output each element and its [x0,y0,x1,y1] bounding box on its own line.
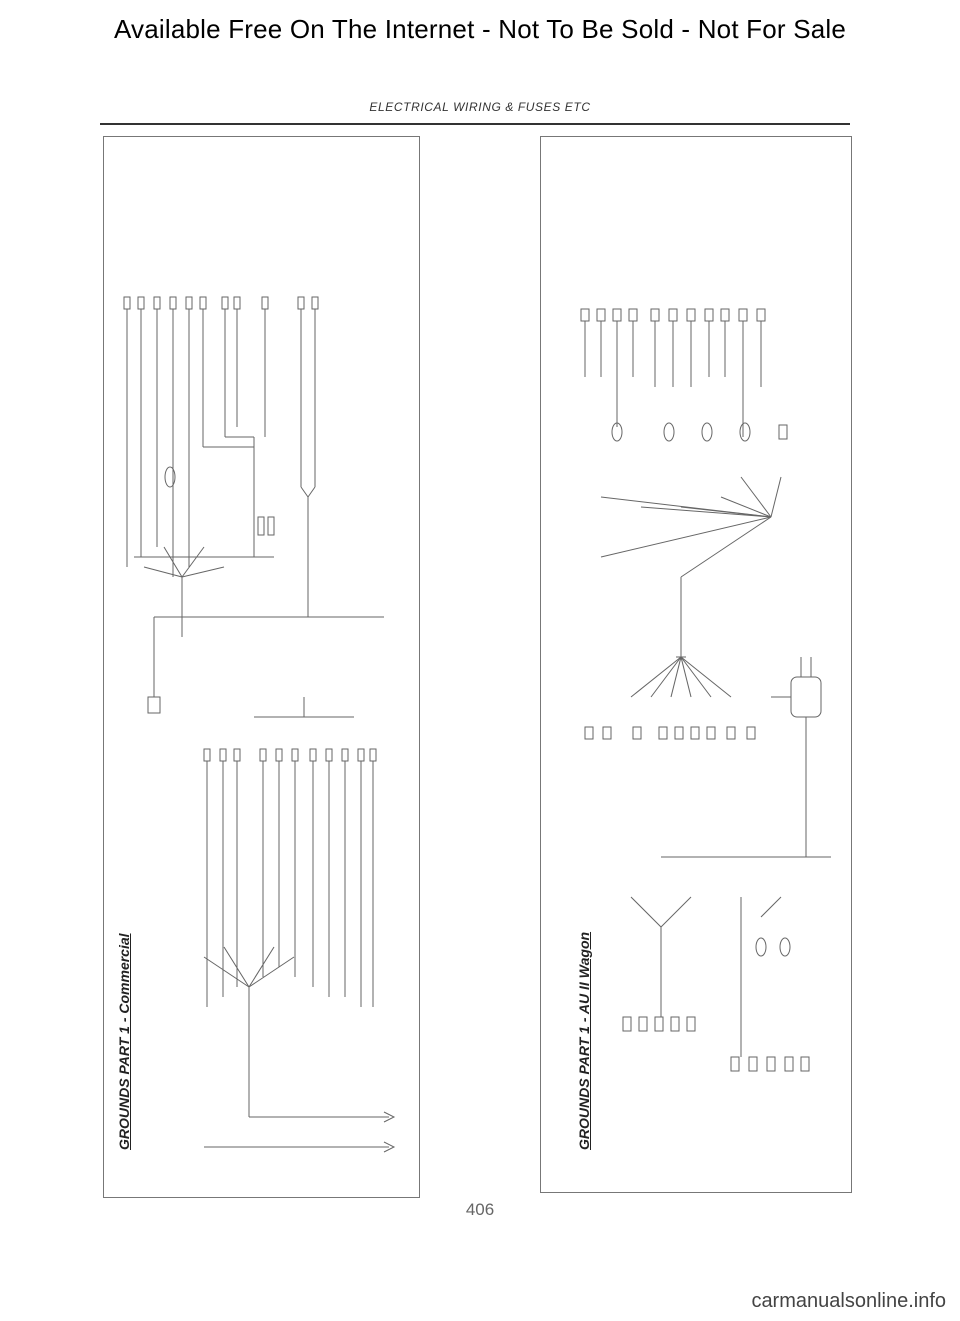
panel-commercial [103,136,420,1198]
header-rule [100,123,850,125]
section-title: ELECTRICAL WIRING & FUSES ETC [369,100,591,114]
footer-watermark: carmanualsonline.info [751,1290,946,1312]
page-number: 406 [465,1200,495,1219]
panel-title-commercial: GROUNDS PART 1 - Commercial [116,933,132,1150]
panel-title-au-ii-wagon: GROUNDS PART 1 - AU II Wagon [576,931,592,1150]
availability-banner: Available Free On The Internet - Not To Be Sold - Not For Sale [113,14,847,44]
wiring-diagram-commercial [104,137,419,1197]
